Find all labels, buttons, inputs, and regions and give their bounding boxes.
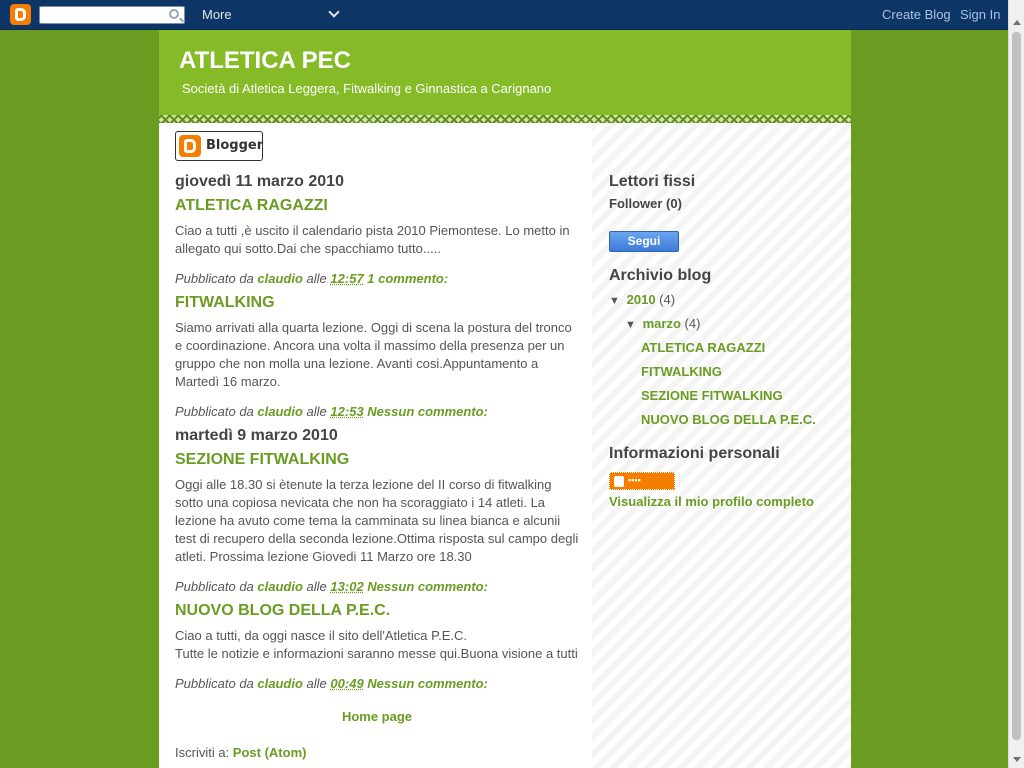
archive-post-link[interactable]: ATLETICA RAGAZZI: [641, 340, 766, 355]
archive-year-link[interactable]: 2010: [626, 292, 656, 307]
blog-description: Società di Atletica Leggera, Fitwalking e Ginnastica a Carignano: [182, 81, 552, 96]
comments-link[interactable]: Nessun commento:: [367, 676, 488, 691]
archive-post-link[interactable]: NUOVO BLOG DELLA P.E.C.: [641, 412, 816, 427]
comments-link[interactable]: Nessun commento:: [367, 579, 488, 594]
blogger-logo-icon[interactable]: [10, 4, 31, 25]
search-icon[interactable]: [169, 9, 179, 19]
post: [175, 599, 579, 693]
comments-link[interactable]: 1 commento:: [367, 271, 449, 286]
author-link[interactable]: claudio: [257, 579, 303, 594]
blogger-badge[interactable]: [175, 131, 263, 161]
date-header: giovedì 11 marzo 2010: [175, 173, 344, 190]
post-time-link[interactable]: 00:49: [330, 676, 364, 691]
home-page-link[interactable]: Home page: [341, 709, 413, 724]
scroll-down-arrow-icon[interactable]: [1013, 757, 1021, 762]
author-link[interactable]: claudio: [257, 676, 303, 691]
expand-triangle-icon[interactable]: ▼: [625, 319, 636, 331]
follow-button[interactable]: Segui: [609, 231, 679, 252]
archive-month-link[interactable]: marzo: [642, 316, 681, 331]
post-body: Ciao a tutti, da oggi nasce il sito dell'Atletica P.E.C. Tutte le notizie e informazioni saranno messe qui.Buona visione a tutti: [175, 628, 578, 661]
scroll-thumb[interactable]: [1012, 32, 1021, 740]
date-header: martedì 9 marzo 2010: [175, 427, 338, 444]
author-link[interactable]: claudio: [257, 271, 303, 286]
post-time-link[interactable]: 12:57: [330, 271, 364, 286]
post-title[interactable]: SEZIONE FITWALKING: [175, 451, 350, 468]
chevron-down-icon[interactable]: [328, 6, 339, 17]
blogger-logo-icon: [614, 476, 624, 487]
sign-in-link[interactable]: Sign In: [960, 7, 1001, 22]
comments-link[interactable]: Nessun commento:: [367, 404, 488, 419]
profile-title: Informazioni personali: [609, 445, 780, 462]
post-footer: Pubblicato da claudio alle 12:53 Nessun commento:: [175, 404, 488, 419]
profile-image[interactable]: [609, 472, 675, 490]
followers-title: Lettori fissi: [609, 173, 696, 190]
post: [175, 291, 579, 421]
sidebar: [609, 170, 839, 509]
profile-image-decoration: ▪▪▪▪: [628, 475, 641, 485]
post-footer: Pubblicato da claudio alle 00:49 Nessun commento:: [175, 676, 488, 691]
archive-title: Archivio blog: [609, 267, 712, 284]
post-body: Siamo arrivati alla quarta lezione. Oggi di scena la postura del tronco e coordinazione. Ancora una volta il massimo della presenza per un gruppo che non molla una lezione. Avanti cosi.Appuntamento a Martedì 16 marzo.: [175, 320, 572, 389]
post-title[interactable]: NUOVO BLOG DELLA P.E.C.: [175, 602, 391, 619]
author-link[interactable]: claudio: [257, 404, 303, 419]
more-menu[interactable]: More: [202, 7, 232, 22]
archive-month: ▼ marzo (4): [609, 312, 839, 336]
post-title[interactable]: FITWALKING: [175, 294, 275, 311]
post-time-link[interactable]: 12:53: [330, 404, 364, 419]
blogger-navbar: [0, 0, 1024, 30]
blog-title[interactable]: ATLETICA PEC: [179, 47, 351, 74]
blog-header: [159, 30, 851, 118]
expand-triangle-icon[interactable]: ▼: [609, 295, 620, 307]
follower-count: Follower (0): [609, 196, 682, 211]
archive-post-link[interactable]: FITWALKING: [641, 364, 722, 379]
vertical-scrollbar[interactable]: [1008, 0, 1024, 768]
view-profile-link[interactable]: Visualizza il mio profilo completo: [609, 494, 814, 509]
create-blog-link[interactable]: Create Blog: [882, 7, 951, 22]
post-time-link[interactable]: 13:02: [330, 579, 364, 594]
post: [175, 170, 579, 288]
post: [175, 424, 579, 596]
scroll-up-arrow-icon[interactable]: [1013, 20, 1021, 25]
archive-post-link[interactable]: SEZIONE FITWALKING: [641, 388, 783, 403]
post-footer: Pubblicato da claudio alle 13:02 Nessun commento:: [175, 579, 488, 594]
archive-year: ▼ 2010 (4): [609, 288, 839, 312]
blog-container: [159, 30, 851, 768]
post-body: Oggi alle 18.30 si ètenute la terza lezione del II corso di fitwalking sotto una copiosa nevicata che non ha scoraggiato i 14 atleti. La lezione ha avuto come tema la camminata su linea bianca e alcunii test di recupero della seconda lezione.Ottima risposta sul campo degli atleti. Prossima lezione Giovedi 11 Marzo ore 18.30: [175, 477, 579, 564]
main-column: [175, 170, 579, 760]
header-divider: [159, 115, 851, 123]
post-title[interactable]: ATLETICA RAGAZZI: [175, 197, 328, 214]
search-input[interactable]: [39, 6, 185, 24]
atom-feed-link[interactable]: Post (Atom): [232, 745, 307, 760]
subscribe-line: Iscriviti a: Post (Atom): [175, 745, 307, 760]
badge-label: Blogger: [206, 138, 264, 153]
post-body: Ciao a tutti ,è uscito il calendario pista 2010 Piemontese. Lo metto in allegato qui sotto.Dai che spacchiamo tutto.....: [175, 223, 570, 256]
post-footer: Pubblicato da claudio alle 12:57 1 commento:: [175, 271, 449, 286]
blogger-logo-icon: [179, 135, 201, 157]
